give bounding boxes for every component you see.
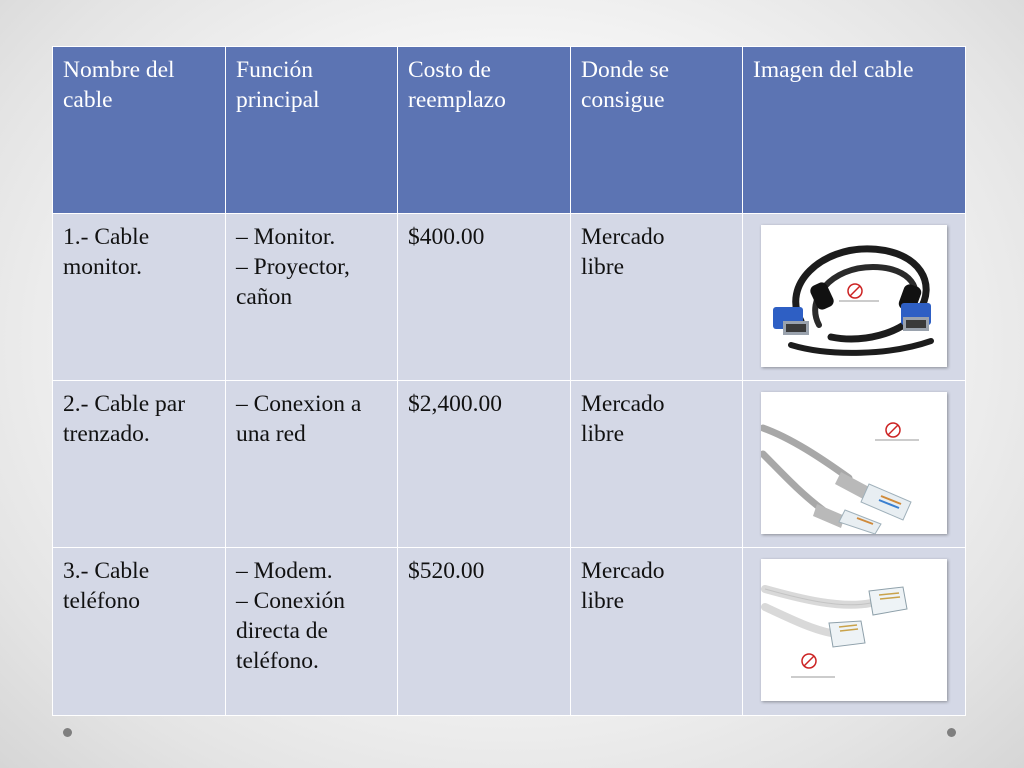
cell-image <box>743 214 966 381</box>
cell-source: Mercado libre <box>571 548 743 716</box>
slide-dot-left <box>63 728 72 737</box>
table-row <box>53 214 966 381</box>
table-row <box>53 548 966 716</box>
cell-image <box>743 548 966 716</box>
vga-cable-image <box>761 225 947 367</box>
cable-table <box>52 46 966 716</box>
header-cable-name: Nombre del cable <box>53 47 226 214</box>
phone-cable-image <box>761 559 947 701</box>
cell-function: – Modem. – Conexión directa de teléfono. <box>226 548 398 716</box>
cell-cable-name: 2.- Cable par trenzado. <box>53 381 226 548</box>
cell-cost: $2,400.00 <box>398 381 571 548</box>
cell-source: Mercado libre <box>571 381 743 548</box>
slide-dot-right <box>947 728 956 737</box>
header-cable-image: Imagen del cable <box>743 47 966 214</box>
cell-image <box>743 381 966 548</box>
ethernet-cable-image <box>761 392 947 534</box>
cell-cable-name: 1.- Cable monitor. <box>53 214 226 381</box>
header-main-function: Función principal <box>226 47 398 214</box>
cell-cost: $400.00 <box>398 214 571 381</box>
cell-source: Mercado libre <box>571 214 743 381</box>
header-where-to-get: Donde se consigue <box>571 47 743 214</box>
table-header-row <box>53 47 966 214</box>
cell-cable-name: 3.- Cable teléfono <box>53 548 226 716</box>
cell-function: – Monitor. – Proyector, cañon <box>226 214 398 381</box>
table-row <box>53 381 966 548</box>
cell-function: – Conexion a una red <box>226 381 398 548</box>
header-replacement-cost: Costo de reemplazo <box>398 47 571 214</box>
cell-cost: $520.00 <box>398 548 571 716</box>
